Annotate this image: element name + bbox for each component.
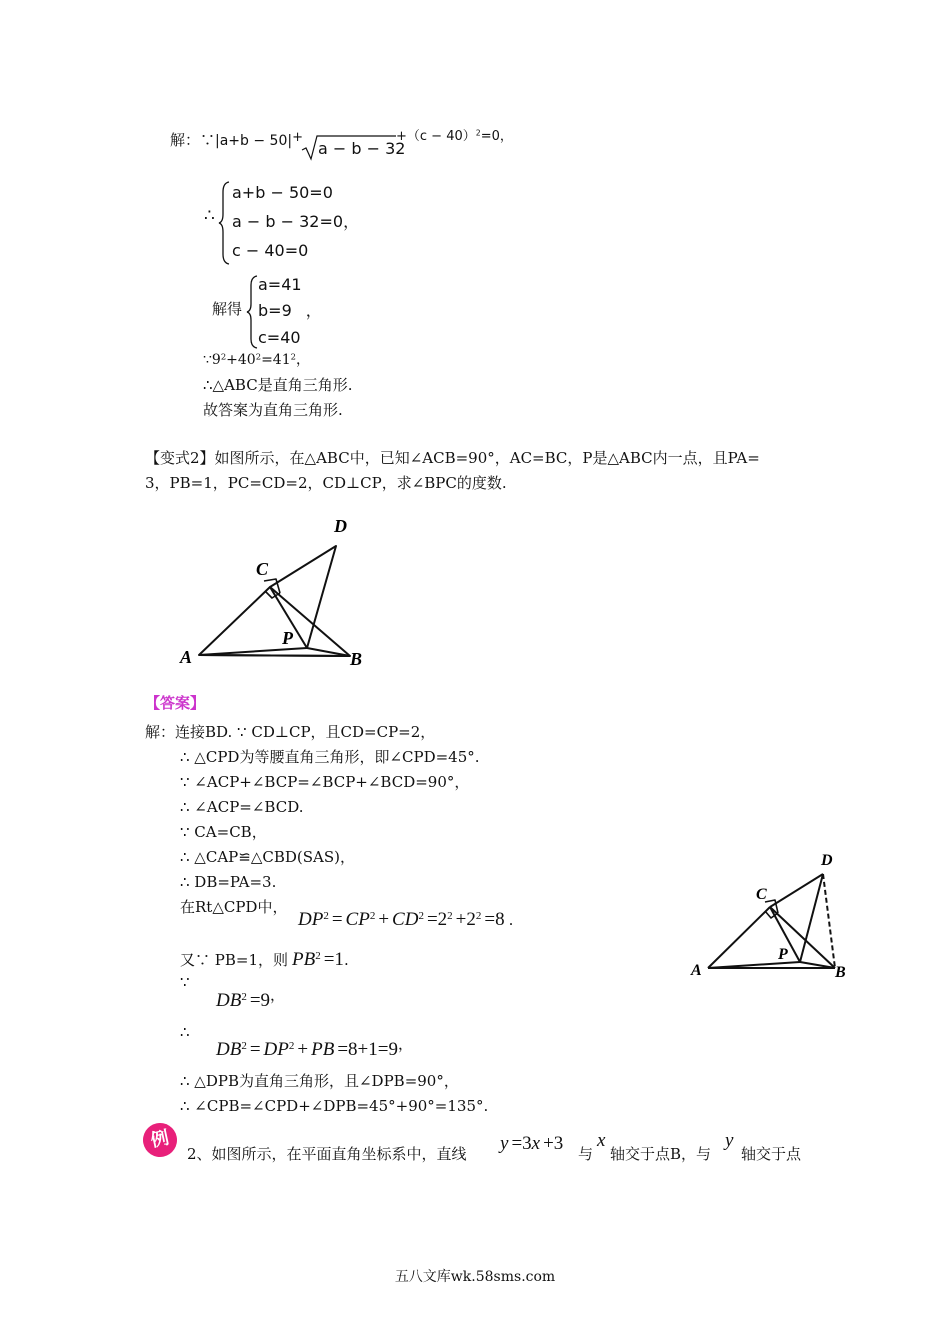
variant2-question-line-2: 3，PB=1，PC=CD=2，CD⊥CP，求∠BPC的度数. xyxy=(145,474,507,492)
system-equation-1: a+b − 50=0 xyxy=(232,183,333,202)
exponent: 2 xyxy=(418,909,424,922)
comma: ， xyxy=(343,212,360,231)
solution-line-1-tail xyxy=(396,130,513,143)
plus-sign: + xyxy=(292,130,303,145)
term-db: DB xyxy=(216,990,242,1011)
term-dp: DP xyxy=(298,909,324,930)
equation-dp-squared xyxy=(298,910,513,929)
segment-AB xyxy=(199,655,350,656)
conclusion-line: ∴△ABC是直角三角形. xyxy=(203,376,353,394)
equals-1: =1 xyxy=(323,949,344,970)
label-A: A xyxy=(180,647,193,667)
sqrt-radicand: a − b − 32 xyxy=(318,139,406,158)
footer-watermark: 五八文库wk.58sms.com xyxy=(394,1269,556,1285)
also-prefix: 又∵ PB=1，则 xyxy=(180,951,288,969)
period: . xyxy=(508,911,514,929)
comma: ， xyxy=(270,986,286,1004)
system-equation-2-wrap xyxy=(232,214,359,230)
exponent: 2 xyxy=(447,909,453,922)
var-x-axis: x xyxy=(597,1130,606,1151)
equals-41: =41 xyxy=(261,352,291,368)
var-y-axis: y xyxy=(725,1130,734,1151)
solution-c: c=40 xyxy=(258,328,301,347)
exponent: 2 xyxy=(241,990,247,1003)
equals-8: =8 xyxy=(484,909,505,930)
label-A: A xyxy=(691,962,702,979)
label-C: C xyxy=(756,886,767,903)
answer-line-3: ∵ ∠ACP+∠BCP=∠BCP+∠BCD=90°， xyxy=(180,773,470,791)
db-squared-line xyxy=(216,988,285,1010)
pythagoras-check xyxy=(203,353,310,367)
term-pb: PB xyxy=(292,949,316,970)
exponent: 2 xyxy=(288,1039,295,1052)
term-pb: PB xyxy=(311,1039,335,1060)
term-cd: CD xyxy=(392,909,419,930)
answer-line-4: ∴ ∠ACP=∠BCD. xyxy=(180,798,304,816)
example-badge-icon: 例 xyxy=(140,1120,180,1160)
exponent: 2 xyxy=(323,909,329,922)
therefore-symbol: ∴ xyxy=(204,206,215,226)
answer-line-1: 解：连接BD. ∵ CD⊥CP，且CD=CP=2， xyxy=(145,723,436,741)
label-C: C xyxy=(256,559,269,579)
triangle-figure-2 xyxy=(688,845,868,985)
system-equation-3: c − 40=0 xyxy=(232,241,309,260)
rt-triangle-prefix: 在Rt△CPD中， xyxy=(180,898,288,916)
label-B: B xyxy=(835,964,846,981)
solution-prefix: 解：∵ xyxy=(170,131,216,149)
answer-final-line-2: ∴ ∠CPB=∠CPD+∠DPB=45°+90°=135°. xyxy=(180,1097,489,1115)
solution-line-1 xyxy=(170,131,303,148)
var-y: y xyxy=(500,1133,509,1154)
exponent: 2 xyxy=(220,351,227,362)
because-9: ∵9 xyxy=(203,352,221,368)
comma: ， xyxy=(397,1035,413,1053)
segment-AP xyxy=(199,648,307,655)
label-P: P xyxy=(778,946,788,963)
answer-statement: 故答案为直角三角形. xyxy=(203,401,343,419)
example2-question xyxy=(187,1147,467,1162)
plus-2: +2 xyxy=(455,909,476,930)
db-sum-line xyxy=(216,1037,413,1059)
system-equation-2: a − b − 32=0 xyxy=(232,212,344,231)
segment-DB-dashed xyxy=(823,874,835,968)
exponent: 2 xyxy=(255,351,262,362)
exponent: 2 xyxy=(475,128,481,138)
answer-line-5: ∵ CA=CB， xyxy=(180,823,267,841)
exponent: 2 xyxy=(315,949,321,962)
left-brace-icon xyxy=(218,180,232,266)
triangle-figure-1 xyxy=(170,510,380,675)
var-x: x xyxy=(531,1133,541,1154)
term-dp: DP xyxy=(263,1039,289,1060)
sum-value: =8+1=9 xyxy=(337,1039,398,1060)
answer-label: 【答案】 xyxy=(145,694,206,712)
figure1-outline xyxy=(199,546,350,656)
because-symbol: ∵ xyxy=(180,973,190,991)
exponent: 2 xyxy=(290,351,296,362)
term-db: DB xyxy=(216,1039,242,1060)
solution-a: a=41 xyxy=(258,275,302,294)
label-B: B xyxy=(350,649,363,669)
variant2-question-line-1: 【变式2】如图所示，在△ABC中，已知∠ACB=90°，AC=BC，P是△ABC内一点，且PA= xyxy=(145,449,760,467)
solution-b-wrap xyxy=(258,303,322,319)
comma: ， xyxy=(295,352,310,368)
solution-b: b=9 xyxy=(258,301,292,320)
answer-line-6: ∴ △CAP≌△CBD(SAS)， xyxy=(180,848,355,866)
coef-3: =3 xyxy=(511,1133,532,1154)
answer-line-2: ∴ △CPD为等腰直角三角形，即∠CPD=45°. xyxy=(180,748,480,766)
absolute-value-term: |a+b − 50| xyxy=(215,133,293,149)
equals-9: =9 xyxy=(249,990,271,1011)
answer-line-7: ∴ DB=PA=3. xyxy=(180,873,277,891)
comma: ， xyxy=(305,301,322,320)
equals-zero: =0， xyxy=(480,129,513,144)
label-P: P xyxy=(282,628,293,648)
with-text: 与 xyxy=(578,1145,594,1163)
line-equation xyxy=(500,1134,563,1153)
example2-prefix: 2、如图所示，在平面直角坐标系中，直线 xyxy=(187,1145,467,1163)
solved-label: 解得 xyxy=(212,300,243,318)
value-2: =2 xyxy=(426,909,448,930)
plus-40: +40 xyxy=(226,352,256,368)
plus: + xyxy=(378,909,390,930)
exponent: 2 xyxy=(369,909,376,922)
pb-line xyxy=(180,950,349,969)
segment-AC xyxy=(708,907,770,968)
plus: + xyxy=(297,1039,309,1060)
period: . xyxy=(343,951,349,969)
squared-term: +（c − 40） xyxy=(396,129,476,144)
plus-3: +3 xyxy=(543,1133,564,1154)
therefore-symbol: ∴ xyxy=(180,1023,190,1041)
example2-end: 轴交于点 xyxy=(741,1145,802,1163)
equals: = xyxy=(249,1039,261,1060)
equals: = xyxy=(331,909,343,930)
label-D: D xyxy=(821,852,833,869)
label-D: D xyxy=(334,516,347,536)
example2-middle: 轴交于点B，与 xyxy=(610,1145,712,1163)
term-cp: CP xyxy=(345,909,370,930)
exponent: 2 xyxy=(475,909,482,922)
answer-final-line-1: ∴ △DPB为直角三角形，且∠DPB=90°， xyxy=(180,1072,459,1090)
exponent: 2 xyxy=(241,1039,247,1052)
